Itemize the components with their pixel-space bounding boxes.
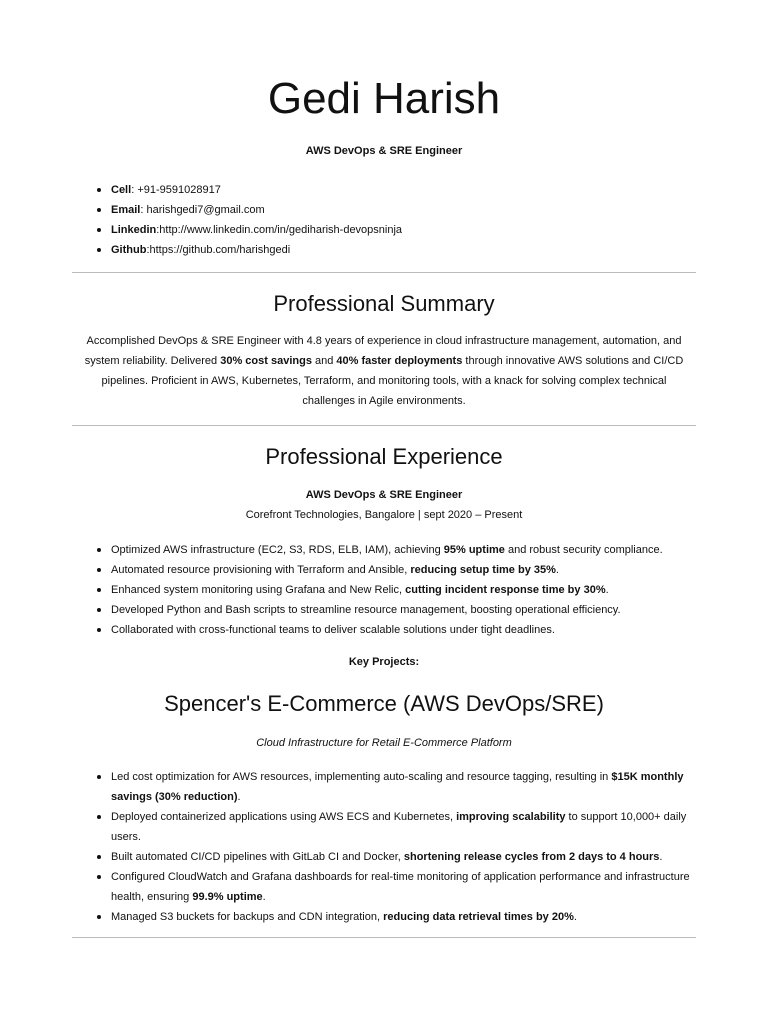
summary-text	[76, 331, 692, 411]
bullet-highlight: improving scalability	[456, 811, 566, 823]
bullet-text: .	[237, 791, 241, 803]
bullet-text: .	[573, 911, 577, 923]
bullet-text: Enhanced system monitoring using Grafana and New Relic,	[111, 584, 406, 596]
contact-email	[97, 200, 768, 220]
experience-bullet	[97, 600, 707, 620]
experience-heading: Professional Experience	[265, 444, 503, 469]
contact-linkedin	[97, 220, 768, 240]
contact-label: Linkedin	[111, 224, 157, 236]
project-title: Spencer's E-Commerce (AWS DevOps/SRE)	[164, 691, 604, 716]
summary-highlight: 30% cost savings	[220, 355, 312, 367]
job-company: Corefront Technologies, Bangalore | sept 2020 – Present	[245, 509, 523, 521]
project-bullet	[97, 847, 697, 867]
contact-list	[97, 180, 768, 260]
bullet-highlight: shortening release cycles from 2 days to 4 hours	[403, 851, 660, 863]
project-subtitle: Cloud Infrastructure for Retail E-Commerce Platform	[256, 737, 512, 749]
bullet-text: Developed Python and Bash scripts to streamline resource management, boosting operational efficiency.	[111, 604, 621, 616]
bullet-highlight: 99.9% uptime	[192, 891, 263, 903]
candidate-name: Gedi Harish	[267, 74, 501, 123]
bullet-text: Automated resource provisioning with Terraform and Ansible,	[111, 564, 411, 576]
bullet-text: Managed S3 buckets for backups and CDN integration,	[111, 911, 384, 923]
bullet-highlight: cutting incident response time by 30%	[405, 584, 606, 596]
contact-separator: :	[131, 184, 138, 196]
bullet-text: .	[262, 891, 266, 903]
project-bullet	[97, 907, 697, 927]
experience-bullet	[97, 580, 707, 600]
bullet-highlight: $15K monthly savings (30% reduction)	[111, 771, 684, 803]
key-projects-label: Key Projects:	[348, 656, 420, 668]
section-divider	[72, 425, 696, 426]
contact-value: https://github.com/harishgedi	[149, 244, 291, 256]
contact-cell	[97, 180, 768, 200]
bullet-text: .	[605, 584, 609, 596]
contact-value: +91-9591028917	[137, 184, 221, 196]
summary-part: Accomplished DevOps & SRE Engineer with 4.8 years of experience in cloud infrastructure management, automation, and system reliability. Delivered	[84, 335, 682, 367]
experience-bullet	[97, 620, 707, 640]
candidate-role: AWS DevOps & SRE Engineer	[305, 145, 463, 157]
bullet-highlight: reducing setup time by 35%	[410, 564, 556, 576]
bullet-text: Led cost optimization for AWS resources, implementing auto-scaling and resource tagging, resulting in	[111, 771, 612, 783]
bullet-text: to support 10,000+ daily users.	[111, 811, 687, 843]
summary-part: and	[311, 355, 337, 367]
contact-separator: :	[156, 224, 160, 236]
project-bullets	[97, 767, 697, 927]
experience-bullet	[97, 560, 707, 580]
bullet-highlight: 95% uptime	[443, 544, 505, 556]
summary-part: through innovative AWS solutions and CI/CD pipelines. Proficient in AWS, Kubernetes, Terraform, and monitoring tools, with a knack for solving complex technical challenges in Agile environments.	[101, 355, 684, 407]
contact-separator: :	[140, 204, 147, 216]
summary-heading: Professional Summary	[273, 291, 495, 316]
contact-value: http://www.linkedin.com/in/gediharish-devopsninja	[159, 224, 403, 236]
section-divider	[72, 272, 696, 273]
summary-highlight: 40% faster deployments	[336, 355, 463, 367]
experience-bullets	[97, 540, 707, 640]
bullet-text: Configured CloudWatch and Grafana dashboards for real-time monitoring of application performance and infrastructure health, ensuring	[111, 871, 690, 903]
contact-label: Github	[111, 244, 147, 256]
contact-separator: :	[146, 244, 150, 256]
bullet-text: Optimized AWS infrastructure (EC2, S3, RDS, ELB, IAM), achieving	[111, 544, 444, 556]
contact-label: Email	[111, 204, 141, 216]
contact-label: Cell	[111, 184, 132, 196]
bullet-text: and robust security compliance.	[504, 544, 663, 556]
bullet-text: Deployed containerized applications using AWS ECS and Kubernetes,	[111, 811, 457, 823]
bullet-text: .	[555, 564, 559, 576]
experience-bullet	[97, 540, 707, 560]
project-bullet	[97, 767, 697, 807]
bullet-text: Collaborated with cross-functional teams to deliver scalable solutions under tight deadlines.	[111, 624, 555, 636]
bullet-text: Built automated CI/CD pipelines with GitLab CI and Docker,	[111, 851, 404, 863]
contact-github	[97, 240, 768, 260]
bullet-text: .	[659, 851, 663, 863]
bullet-highlight: reducing data retrieval times by 20%	[383, 911, 574, 923]
job-title: AWS DevOps & SRE Engineer	[305, 489, 463, 501]
section-divider	[72, 937, 696, 938]
project-bullet	[97, 867, 697, 907]
contact-value: harishgedi7@gmail.com	[146, 204, 265, 216]
project-bullet	[97, 807, 697, 847]
